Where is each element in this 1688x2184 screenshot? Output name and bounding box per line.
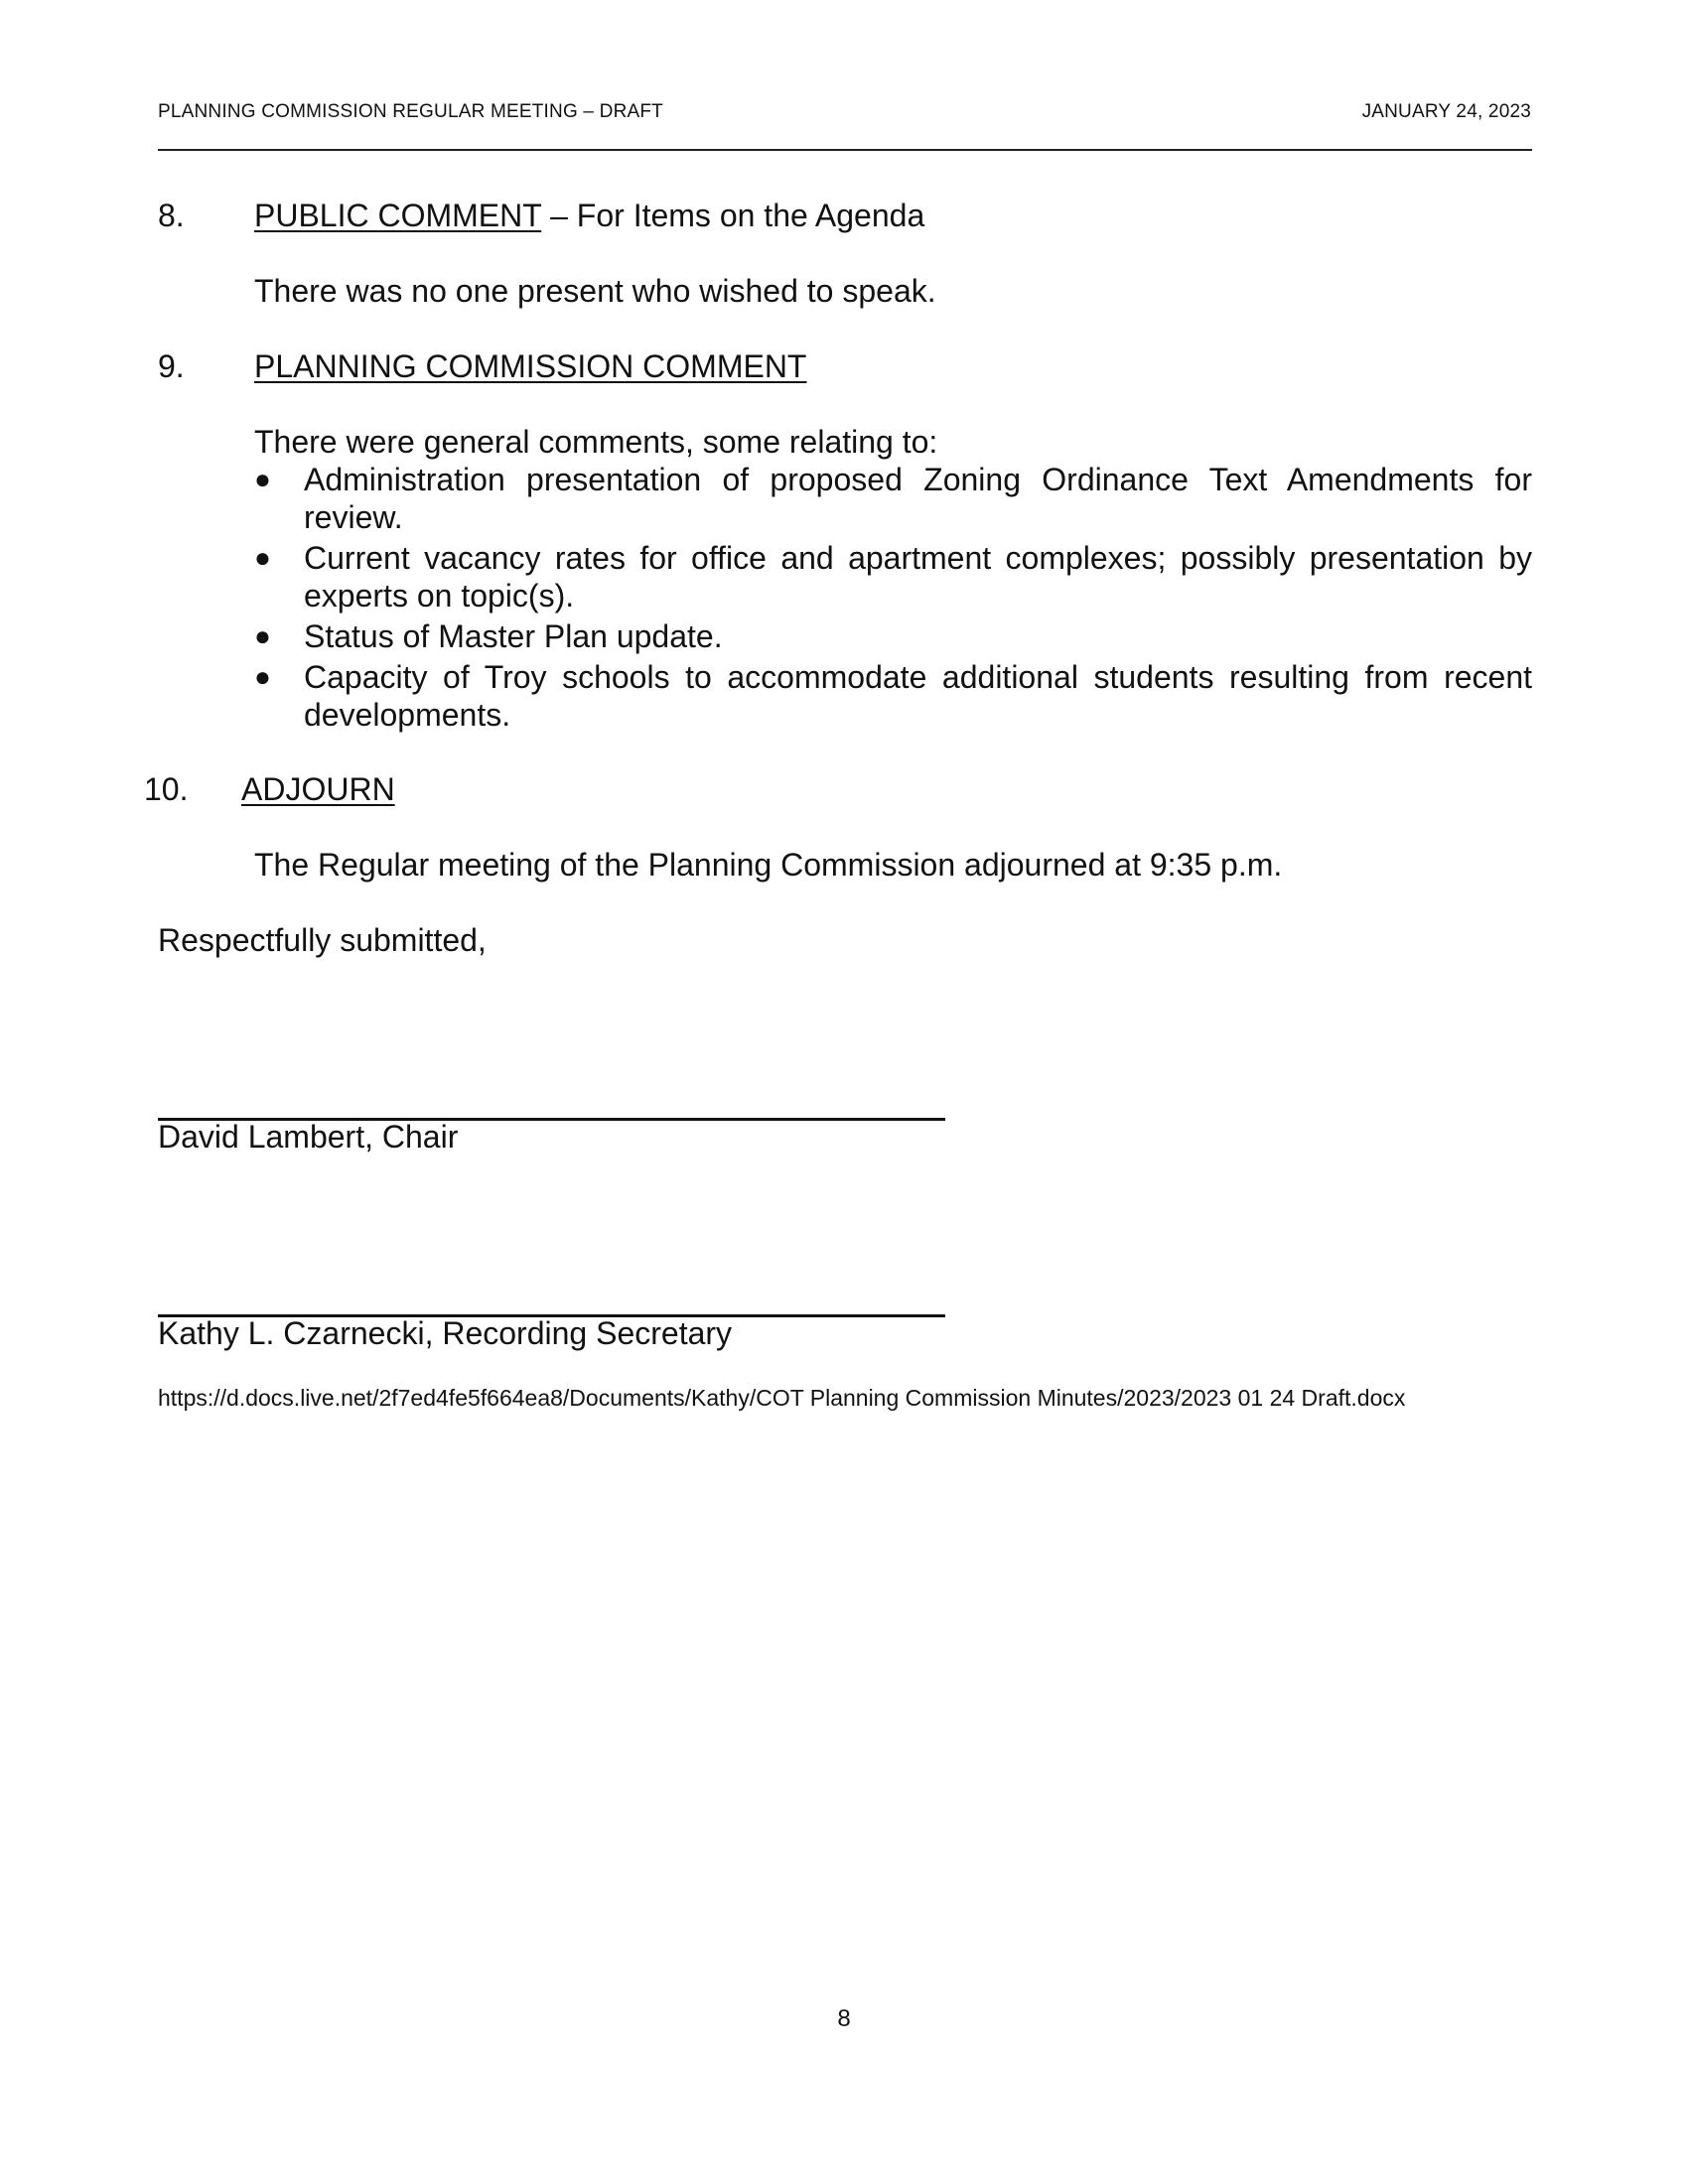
- comment-topics-list: [254, 461, 1532, 737]
- list-item: [254, 539, 1532, 614]
- closing-text: Respectfully submitted,: [158, 922, 487, 958]
- section-8-heading: [254, 197, 924, 234]
- document-path: https://d.docs.live.net/2f7ed4fe5f664ea8/Documents/Kathy/COT Planning Commission Minutes/2023/2023 01 24 Draft.docx: [158, 1385, 1406, 1411]
- section-10-number: 10.: [144, 771, 189, 807]
- list-item-text: Capacity of Troy schools to accommodate additional students resulting from recent developments.: [304, 659, 1532, 733]
- section-8-number: 8.: [158, 198, 185, 233]
- list-item: [254, 617, 1532, 655]
- signature-name-secretary: Kathy L. Czarnecki, Recording Secretary: [158, 1315, 733, 1351]
- list-item-text: Administration presentation of proposed Zoning Ordinance Text Amendments for review.: [304, 462, 1532, 535]
- section-10-title: ADJOURN: [241, 771, 395, 807]
- bullet-icon: ●: [254, 464, 271, 494]
- section-9-title: PLANNING COMMISSION COMMENT: [254, 348, 807, 384]
- header-title: PLANNING COMMISSION REGULAR MEETING – DRAFT: [158, 101, 663, 122]
- section-8-title-suffix: – For Items on the Agenda: [541, 198, 925, 233]
- list-item-text: Status of Master Plan update.: [304, 618, 723, 654]
- list-item: [254, 658, 1532, 734]
- section-10-heading: [241, 770, 395, 808]
- bullet-icon: ●: [254, 661, 271, 692]
- header-divider: [158, 149, 1532, 151]
- section-8-body: There was no one present who wished to speak.: [254, 273, 936, 309]
- section-9-intro: There were general comments, some relating to:: [254, 424, 938, 460]
- bullet-icon: ●: [254, 620, 271, 651]
- signature-name-chair: David Lambert, Chair: [158, 1119, 459, 1155]
- bullet-icon: ●: [254, 542, 271, 573]
- section-8-title: PUBLIC COMMENT: [254, 198, 542, 233]
- section-10-body: The Regular meeting of the Planning Commission adjourned at 9:35 p.m.: [254, 847, 1283, 883]
- page-number: 8: [837, 2005, 851, 2032]
- list-item-text: Current vacancy rates for office and apartment complexes; possibly presentation by experts on topic(s).: [304, 540, 1532, 614]
- section-9-number: 9.: [158, 348, 185, 384]
- header-date: JANUARY 24, 2023: [1361, 101, 1531, 122]
- list-item: [254, 461, 1532, 536]
- section-9-heading: [254, 347, 806, 385]
